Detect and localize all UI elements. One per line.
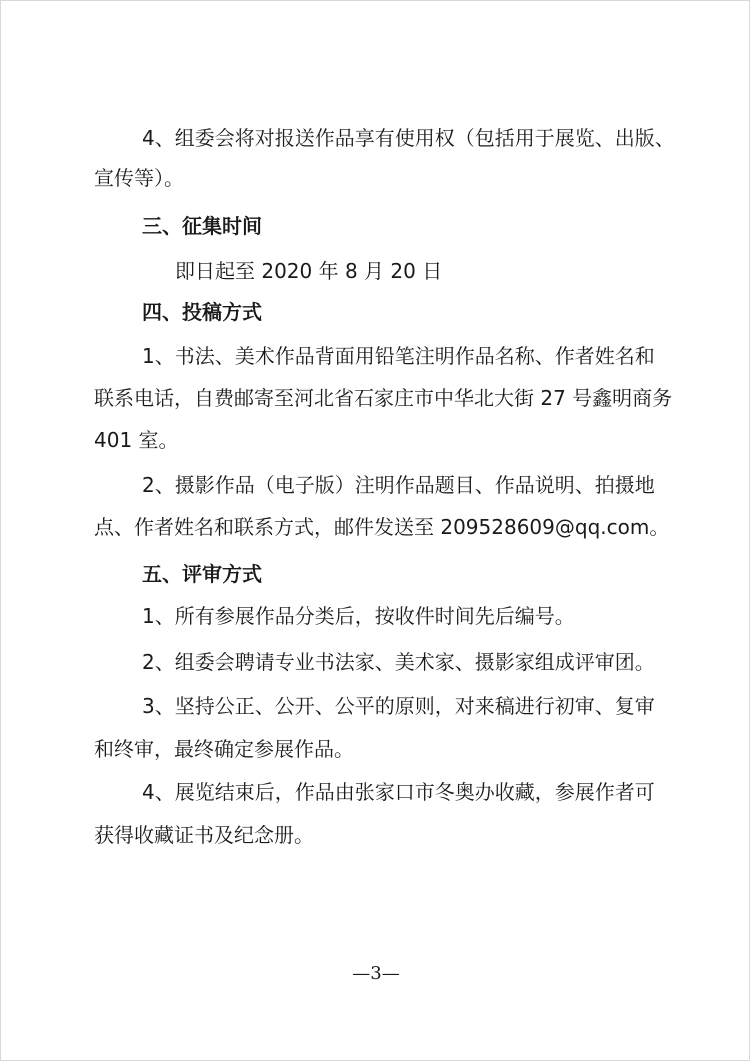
paragraph-line: 1、书法、美术作品背面用铅笔注明作品名称、作者姓名和 <box>142 344 655 368</box>
paragraph-line: 3、坚持公正、公开、公平的原则，对来稿进行初审、复审 <box>142 694 655 718</box>
paragraph-line: 1、所有参展作品分类后，按收件时间先后编号。 <box>142 604 575 628</box>
paragraph-line: 点、作者姓名和联系方式，邮件发送至 209528609@qq.com。 <box>94 515 670 539</box>
paragraph-line: 即日起至 2020 年 8 月 20 日 <box>175 259 443 283</box>
section-heading: 三、征集时间 <box>142 214 262 238</box>
paragraph-line: 2、摄影作品（电子版）注明作品题目、作品说明、拍摄地 <box>142 473 655 497</box>
paragraph-line: 4、组委会将对报送作品享有使用权（包括用于展览、出版、 <box>142 126 675 150</box>
paragraph-line: 获得收藏证书及纪念册。 <box>94 823 314 847</box>
page-number: —3— <box>352 963 400 984</box>
paragraph-line: 4、展览结束后，作品由张家口市冬奥办收藏，参展作者可 <box>142 780 655 804</box>
paragraph-line: 联系电话，自费邮寄至河北省石家庄市中华北大街 27 号鑫明商务 <box>94 386 673 410</box>
section-heading: 四、投稿方式 <box>142 300 262 324</box>
paragraph-line: 401 室。 <box>94 428 179 452</box>
paragraph-line: 2、组委会聘请专业书法家、美术家、摄影家组成评审团。 <box>142 650 655 674</box>
paragraph-line: 宣传等）。 <box>94 166 184 190</box>
section-heading: 五、评审方式 <box>142 562 262 586</box>
paragraph-line: 和终审，最终确定参展作品。 <box>94 737 354 761</box>
